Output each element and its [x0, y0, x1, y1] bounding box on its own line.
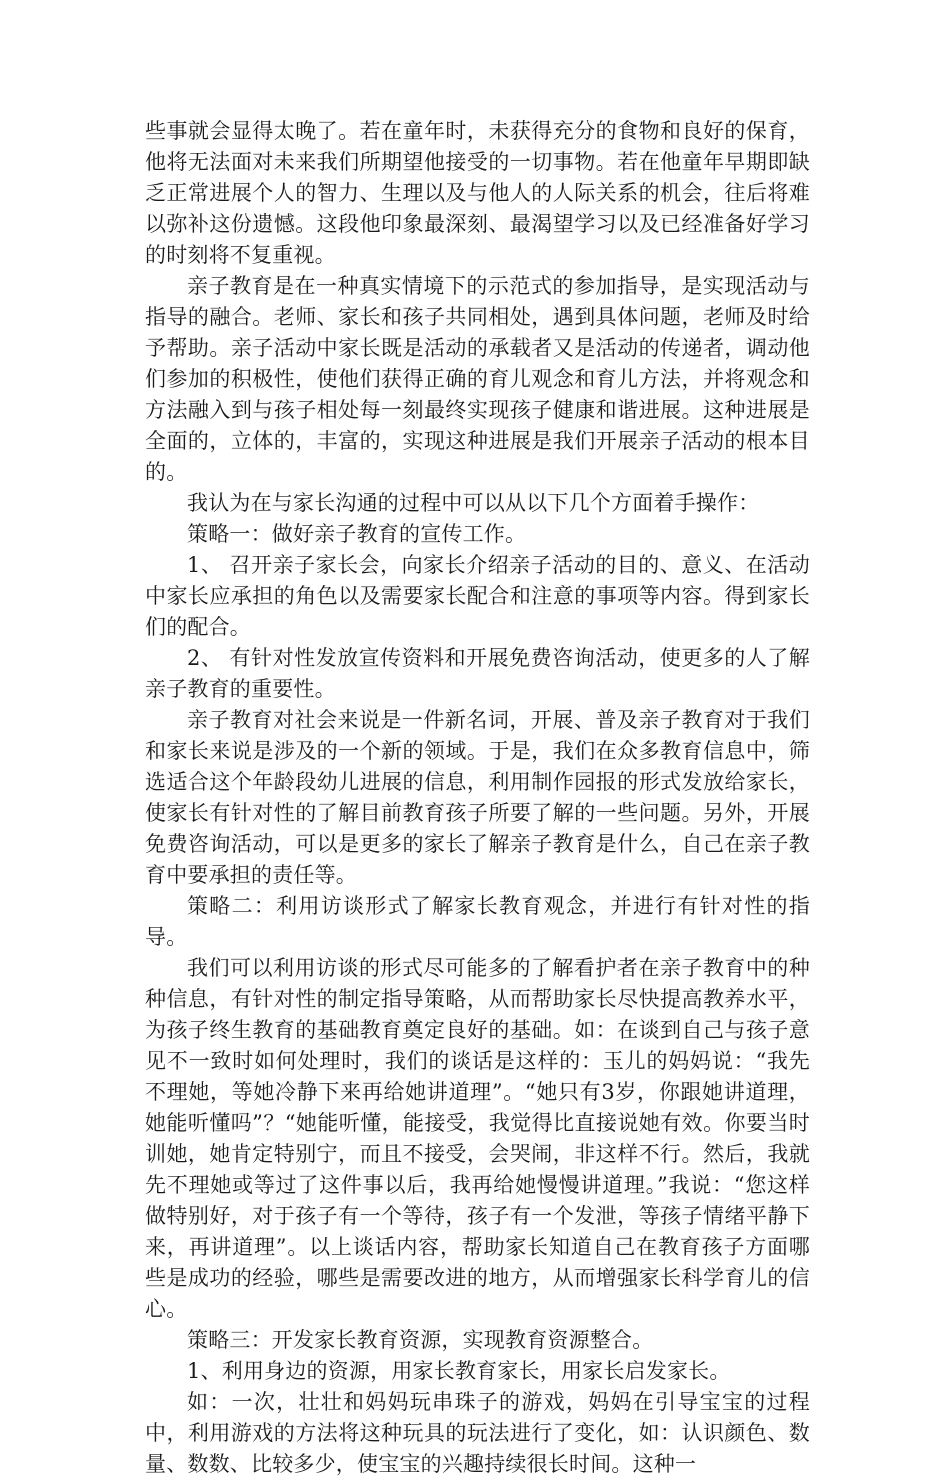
- paragraph-new-field: 亲子教育对社会来说是一件新名词，开展、普及亲子教育对于我们和家长来说是涉及的一个新的领域。于是，我们在众多教育信息中，筛选适合这个年龄段幼儿进展的信息，利用制作园报的形式发放给家长，使家长有针对性的了解目前教育孩子所要了解的一些问题。另外，开展免费咨询活动，可以是更多的家长了解亲子教育是什么，自己在亲子教育中要承担的责任等。: [145, 708, 810, 887]
- paragraph-continuation: 些事就会显得太晚了。若在童年时，未获得充分的食物和良好的保育，他将无法面对未来我们所期望他接受的一切事物。若在他童年早期即缺乏正常进展个人的智力、生理以及与他人的人际关系的机会，往后将难以弥补这份遗憾。这段他印象最深刻、最渴望学习以及已经准备好学习的时刻将不复重视。: [145, 119, 810, 267]
- heading-strategy-two: 策略二：利用访谈形式了解家长教育观念，并进行有针对性的指导。: [145, 894, 810, 949]
- paragraph-example: 如：一次，壮壮和妈妈玩串珠子的游戏，妈妈在引导宝宝的过程中，利用游戏的方法将这种玩具的玩法进行了变化，如：认识颜色、数量、数数、比较多少，使宝宝的兴趣持续很长时间。这种一: [145, 1390, 810, 1476]
- list-item-resources: 1、利用身边的资源，用家长教育家长，用家长启发家长。: [187, 1359, 731, 1383]
- paragraph-interview: 我们可以利用访谈的形式尽可能多的了解看护者在亲子教育中的种种信息，有针对性的制定指导策略，从而帮助家长尽快提高教养水平，为孩子终生教育的基础教育奠定良好的基础。如：在谈到自己与孩子意见不一致时如何处理时，我们的谈话是这样的：玉儿的妈妈说：“我先不理她，等她冷静下来再给她讲道理”。“她只有3岁，你跟她讲道理，她能听懂吗”？“她能听懂，能接受，我觉得比直接说她有效。你要当时训她，她肯定特别宁，而且不接受，会哭闹，非这样不行。然后，我就先不理她或等过了这件事以后，我再给她慢慢讲道理。”我说：“您这样做特别好，对于孩子有一个等待，孩子有一个发泄，等孩子情绪平静下来，再讲道理”。以上谈话内容，帮助家长知道自己在教育孩子方面哪些是成功的经验，哪些是需要改进的地方，从而增强家长科学育儿的信心。: [145, 956, 810, 1321]
- paragraph-parent-education: 亲子教育是在一种真实情境下的示范式的参加指导，是实现活动与指导的融合。老师、家长和孩子共同相处，遇到具体问题，老师及时给予帮助。亲子活动中家长既是活动的承载者又是活动的传递者，调动他们参加的积极性，使他们获得正确的育儿观念和育儿方法，并将观念和方法融入到与孩子相处每一刻最终实现孩子健康和谐进展。这种进展是全面的，立体的，丰富的，实现这种进展是我们开展亲子活动的根本目的。: [145, 274, 810, 484]
- heading-strategy-one: 策略一：做好亲子教育的宣传工作。: [187, 522, 527, 546]
- document-page: [145, 116, 810, 1480]
- heading-strategy-three: 策略三：开发家长教育资源，实现教育资源整合。: [187, 1328, 654, 1352]
- paragraph-approach-intro: 我认为在与家长沟通的过程中可以从以下几个方面着手操作：: [187, 491, 760, 515]
- list-item-publicity: 2、 有针对性发放宣传资料和开展免费咨询活动，使更多的人了解亲子教育的重要性。: [145, 646, 810, 701]
- list-item-parent-meeting: 1、 召开亲子家长会，向家长介绍亲子活动的目的、意义、在活动中家长应承担的角色以及需要家长配合和注意的事项等内容。得到家长们的配合。: [145, 553, 810, 639]
